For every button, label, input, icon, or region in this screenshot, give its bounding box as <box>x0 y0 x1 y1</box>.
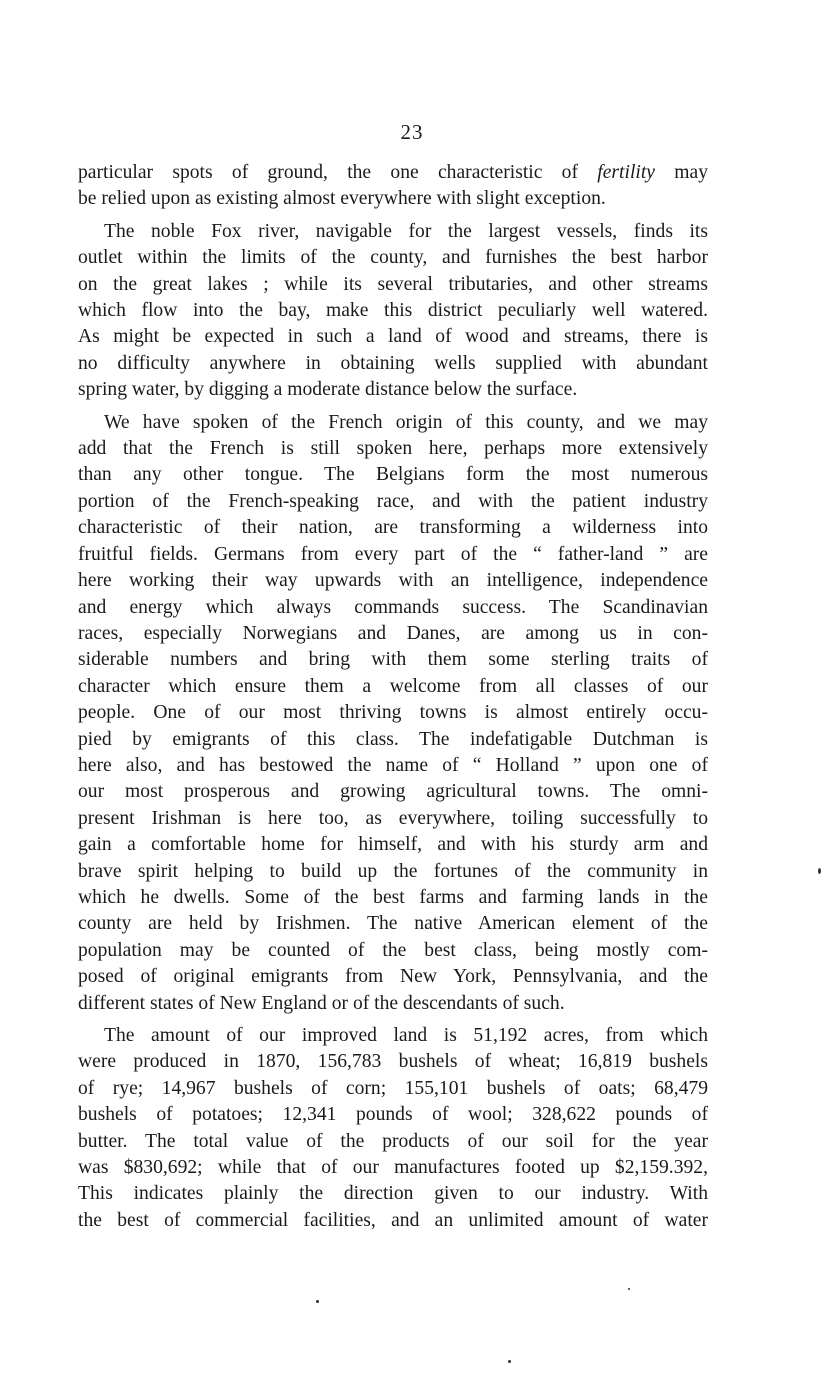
text-run: bushels of potatoes; 12,341 pounds of wool; 328,622 pounds of <box>78 1104 708 1126</box>
text-run: The amount of our improved land is 51,192 acres, from which <box>104 1025 708 1046</box>
text-line <box>78 700 708 726</box>
text-run: fruitful fields. Germans from every part of the “ father-land ” are <box>78 543 708 565</box>
text-run: add that the French is still spoken here, perhaps more extensively <box>78 438 708 460</box>
text-line <box>78 832 708 858</box>
text-line <box>78 911 708 937</box>
text-line <box>78 1208 708 1234</box>
text-line <box>78 859 708 885</box>
text-run: here also, and has bestowed the name of “ Holland ” upon one of <box>78 754 708 776</box>
text-line <box>78 595 708 621</box>
text-line <box>78 1023 708 1049</box>
text-run: spring water, by digging a moderate distance below the surface. <box>78 379 578 401</box>
text-line <box>78 1049 708 1075</box>
text-line <box>78 779 708 805</box>
text-line <box>78 674 708 700</box>
text-run: portion of the French-speaking race, and with the patient industry <box>78 490 708 512</box>
text-run: This indicates plainly the direction given to our industry. With <box>78 1183 708 1205</box>
text-line <box>78 515 708 541</box>
text-run: may <box>654 162 708 183</box>
text-run: which flow into the bay, make this district peculiarly well watered. <box>78 300 708 322</box>
text-line <box>78 806 708 832</box>
text-run: no difficulty anywhere in obtaining wells supplied with abundant <box>78 352 708 374</box>
text-line <box>78 351 708 377</box>
text-run: different states of New England or of the descendants of such. <box>78 992 565 1014</box>
text-line <box>78 727 708 753</box>
text-run: posed of original emigrants from New York, Pennsylvania, and the <box>78 966 708 988</box>
text-run: on the great lakes ; while its several tributaries, and other streams <box>78 273 708 295</box>
scan-speck <box>628 1288 630 1290</box>
text-run: The noble Fox river, navigable for the largest vessels, finds its <box>104 220 708 242</box>
paragraph <box>78 1023 708 1234</box>
text-line <box>78 219 708 245</box>
text-run: and energy which always commands success. The Scandinavian <box>78 596 708 618</box>
text-run: here working their way upwards with an intelligence, independence <box>78 570 708 592</box>
emphasized-word: fertility <box>597 162 655 183</box>
text-run: than any other tongue. The Belgians form the most numerous <box>78 464 708 486</box>
text-line <box>78 647 708 673</box>
body-text <box>78 160 708 1240</box>
paragraph <box>78 410 708 1017</box>
paragraph <box>78 160 708 213</box>
text-line <box>78 272 708 298</box>
text-line <box>78 462 708 488</box>
text-run: As might be expected in such a land of wood and streams, there is <box>78 326 708 348</box>
text-line <box>78 938 708 964</box>
text-line <box>78 964 708 990</box>
text-line <box>78 991 708 1017</box>
text-line <box>78 1181 708 1207</box>
text-run: We have spoken of the French origin of this county, and we may <box>104 411 708 433</box>
text-run: our most prosperous and growing agricultural towns. The omni- <box>78 781 708 803</box>
page-number: 23 <box>400 120 424 144</box>
text-run: outlet within the limits of the county, and furnishes the best harbor <box>78 247 708 269</box>
text-line <box>78 621 708 647</box>
text-run: butter. The total value of the products of our soil for the year <box>78 1130 708 1152</box>
text-run: be relied upon as existing almost everywhere with slight exception. <box>78 188 606 210</box>
text-run: population may be counted of the best class, being mostly com- <box>78 939 708 961</box>
text-line <box>78 885 708 911</box>
text-line <box>78 377 708 403</box>
text-run: character which ensure them a welcome from all classes of our <box>78 675 708 697</box>
text-run: particular spots of ground, the one characteristic of <box>78 162 598 183</box>
text-run: was $830,692; while that of our manufactures footed up $2,159.392, <box>78 1157 708 1179</box>
text-run: of rye; 14,967 bushels of corn; 155,101 bushels of oats; 68,479 <box>78 1077 708 1099</box>
text-line <box>78 436 708 462</box>
text-line <box>78 753 708 779</box>
text-run: which he dwells. Some of the best farms and farming lands in the <box>78 886 708 908</box>
text-run: gain a comfortable home for himself, and with his sturdy arm and <box>78 834 708 856</box>
text-run: county are held by Irishmen. The native American element of the <box>78 913 708 935</box>
text-run: brave spirit helping to build up the fortunes of the community in <box>78 860 708 882</box>
text-run: races, especially Norwegians and Danes, are among us in con- <box>78 622 708 644</box>
text-run: characteristic of their nation, are transforming a wilderness into <box>78 517 708 539</box>
scan-speck <box>818 868 821 874</box>
text-line <box>78 568 708 594</box>
text-line <box>78 542 708 568</box>
text-run: siderable numbers and bring with them some sterling traits of <box>78 649 708 671</box>
text-line <box>78 324 708 350</box>
text-line <box>78 1076 708 1102</box>
text-line <box>78 1129 708 1155</box>
text-line <box>78 1155 708 1181</box>
scan-speck <box>508 1360 511 1363</box>
text-run: present Irishman is here too, as everywhere, toiling successfully to <box>78 807 708 829</box>
text-line <box>78 186 708 212</box>
text-run: the best of commercial facilities, and an unlimited amount of water <box>78 1209 708 1231</box>
paragraph <box>78 219 708 404</box>
scan-speck <box>316 1300 319 1303</box>
text-line <box>78 160 708 186</box>
text-line <box>78 1102 708 1128</box>
text-run: people. One of our most thriving towns is almost entirely occu- <box>78 702 708 724</box>
text-line <box>78 410 708 436</box>
text-run: were produced in 1870, 156,783 bushels of wheat; 16,819 bushels <box>78 1051 708 1073</box>
text-run: pied by emigrants of this class. The indefatigable Dutchman is <box>78 728 708 750</box>
text-line <box>78 298 708 324</box>
text-line <box>78 489 708 515</box>
text-line <box>78 245 708 271</box>
